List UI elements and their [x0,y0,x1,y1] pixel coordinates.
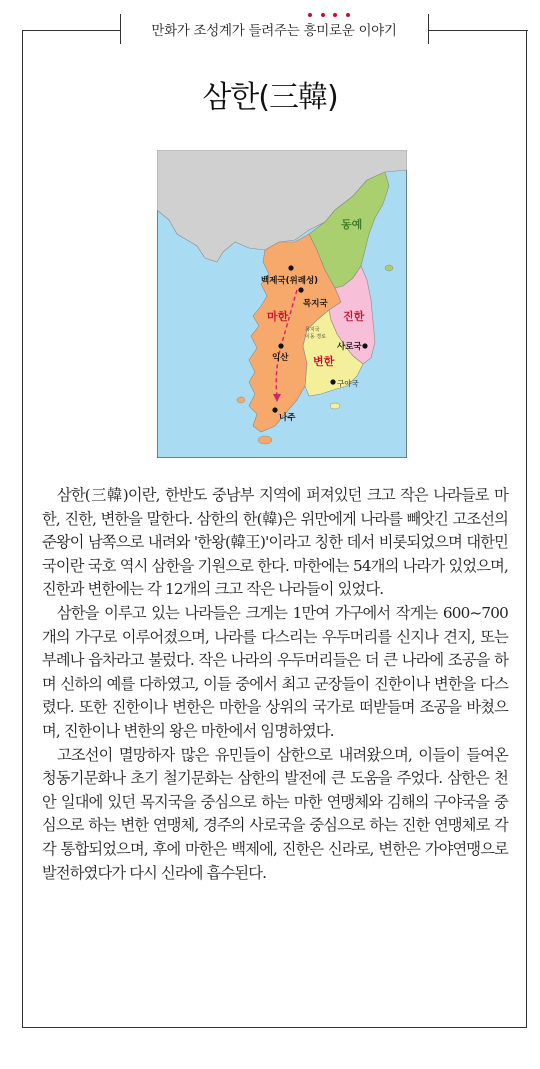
map-dot-saro [362,343,367,348]
banner-suffix: 이야기 [354,23,397,39]
banner-emph-1: 흥 [303,19,316,39]
paragraph-3: 고조선이 멸망하자 많은 유민들이 삼한으로 내려왔으며, 이들이 들여온 청동기문화나 초기 철기문화는 삼한의 발전에 큰 도움을 주었다. 삼한은 천안 일대에 있던 목지국을 중심으로 하는 마한 연맹체와 김해의 구야국을 중심으로 하는 변한 연맹체, 경주의 사로국을 중심으로 하는 진한 연맹체로 각각 통합되었으며, 후에 마한은 백제에, 진한은 신라로, 변한은 가야연맹으로 발전하였다가 다시 신라에 흡수된다. [42,745,508,882]
banner-emph-3: 로 [329,19,342,39]
map-island-3 [330,403,340,409]
banner-prefix: 만화가 조성계가 들려주는 [151,23,304,39]
paragraph-1: 삼한(三韓)이란, 한반도 중남부 지역에 퍼져있던 크고 작은 나라들로 마한, 진한, 변한을 말한다. 삼한의 한(韓)은 위만에게 나라를 빼앗긴 고조선의 준왕이 남쪽으로 내려와 '한왕(韓王)'이라고 칭한 데서 비롯되었으며 대한민국이란 국호 역시 삼한을 기원으로 한다. 마한에는 54개의 나라가 있었으며, 진한과 변한에는 각 12개의 크고 작은 나라들이 있었다. [42,486,508,599]
map-label-mahan: 마한 [267,310,289,323]
map-dot-mokji [298,287,303,292]
map-dot-naju [272,407,277,412]
map-label-naju: 나주 [279,413,296,423]
map-label-guya: 구야국 [337,379,359,388]
map-dot-guya [330,379,335,384]
paragraph-2: 삼한을 이루고 있는 나라들은 크게는 1만여 가구에서 작게는 600~700개의 가구로 이루어졌으며, 나라를 다스리는 우두머리를 신지나 견지, 또는 부례나 읍차라고 불렀다. 작은 나라의 우두머리들은 더 큰 나라에 조공을 하며 신하의 예를 다하였고, 이들 중에서 최고 군장들이 진한이나 변한을 다스렸다. 또한 진한이나 변한은 마한을 상위의 국가로 떠받들며 조공을 바쳤으며, 진한이나 변한의 왕은 마한에서 임명하였다. [42,603,508,740]
map-label-route-1: 목지국 [305,327,320,333]
map-label-mokji: 목지국 [303,299,328,309]
page-title: 삼한(三韓) [202,80,338,115]
map-label-saro: 사로국 [337,342,362,352]
map-label-iksan: 익산 [272,353,289,363]
map-island-2 [237,397,245,403]
banner-emph-4: 운 [342,19,355,39]
map-label-baekje: 백제국(위례성) [261,276,319,286]
map-dot-iksan [278,343,283,348]
map-dot-baekje [288,265,293,270]
map-island-1 [258,436,272,444]
samhan-map [157,150,407,458]
map-island-4 [385,265,393,271]
map-label-route-2: 이동 경로 [305,334,326,340]
banner-emph-2: 미 [316,19,329,39]
map-label-byeonhan: 변한 [313,355,335,368]
map-label-jinhan: 진한 [343,310,365,323]
map-label-dongye: 동예 [341,218,363,231]
article-body [42,484,508,885]
